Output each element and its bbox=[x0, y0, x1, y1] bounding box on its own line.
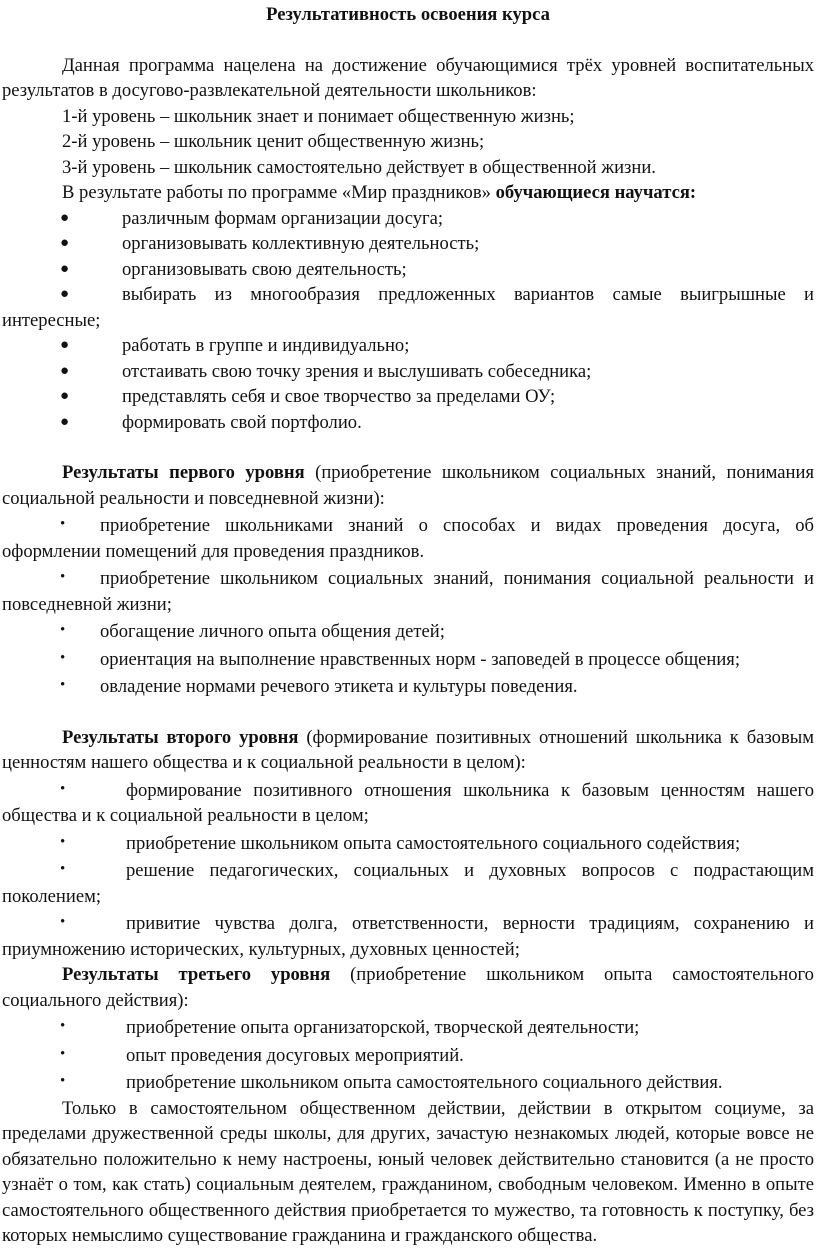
list-item bbox=[2, 858, 814, 909]
bullet-icon: • bbox=[60, 516, 66, 532]
list-item-text: приобретение опыта организаторской, творческой деятельности; bbox=[126, 1017, 640, 1038]
list-item-text: представлять себя и свое творчество за пределами ОУ; bbox=[122, 386, 556, 407]
second-level-desc: (формирование позитивных отношений школьника к базовым ценностям нашего общества и к социальной реальности в целом): bbox=[2, 726, 814, 773]
list-item-text: выбирать из многообразия предложенных вариантов самые выигрышные и интересные; bbox=[2, 284, 814, 331]
list-item bbox=[2, 674, 814, 700]
list-item bbox=[2, 206, 814, 232]
list-item-text: отстаивать свою точку зрения и выслушивать собеседника; bbox=[122, 360, 592, 382]
list-item-text: ориентация на выполнение нравственных норм - заповедей в процессе общения; bbox=[100, 648, 741, 670]
learn-list bbox=[2, 206, 814, 436]
intro-paragraph: Данная программа нацелена на достижение обучающимися трёх уровней воспитательных результатов в досугово-развлекательной деятельности школьников: bbox=[2, 54, 814, 101]
list-item-text: организовывать коллективную деятельность; bbox=[122, 233, 480, 254]
list-item bbox=[2, 1070, 814, 1096]
list-item bbox=[2, 566, 814, 617]
list-item-text: овладение нормами речевого этикета и культуры поведения. bbox=[100, 676, 578, 697]
bullet-icon: ● bbox=[60, 235, 70, 251]
list-item-text: опыт проведения досуговых мероприятий. bbox=[126, 1044, 464, 1066]
list-item-text: формирование позитивного отношения школьника к базовым ценностям нашего общества и к социальной реальности в целом; bbox=[2, 779, 814, 826]
level-1: 1-й уровень – школьник знает и понимает общественную жизнь; bbox=[62, 105, 575, 127]
learn-lead-bold: обучающиеся научатся: bbox=[495, 182, 697, 203]
bullet-icon: • bbox=[60, 914, 66, 930]
bullet-icon: • bbox=[60, 1073, 66, 1089]
list-item bbox=[2, 619, 814, 645]
list-item bbox=[2, 257, 814, 283]
list-item bbox=[2, 1043, 814, 1069]
bullet-icon: • bbox=[60, 569, 66, 585]
second-level-heading bbox=[2, 725, 814, 776]
list-item-text: формировать свой портфолио. bbox=[122, 411, 362, 433]
bullet-icon: ● bbox=[60, 362, 70, 379]
list-item bbox=[2, 647, 814, 673]
bullet-icon: ● bbox=[60, 260, 70, 277]
third-level-heading bbox=[2, 962, 814, 1013]
learn-lead bbox=[2, 180, 814, 206]
bullet-icon: • bbox=[60, 677, 66, 693]
list-item bbox=[2, 778, 814, 829]
list-item-text: приобретение школьником опыта самостоятельного социального содействия; bbox=[126, 832, 741, 854]
list-item-text: различным формам организации досуга; bbox=[122, 207, 444, 229]
bullet-icon: ● bbox=[60, 286, 70, 302]
first-level-title: Результаты первого уровня bbox=[62, 462, 305, 483]
bullet-icon: ● bbox=[60, 413, 70, 430]
list-item bbox=[2, 231, 814, 257]
list-item-text: решение педагогических, социальных и духовных вопросов с подрастающим поколением; bbox=[2, 860, 814, 907]
bullet-icon: ● bbox=[60, 337, 70, 353]
list-item-text: привитие чувства долга, ответственности, верности традициям, сохранению и приумножению исторических, культурных, духовных ценностей; bbox=[2, 913, 814, 960]
bullet-icon: • bbox=[60, 649, 66, 666]
level-2: 2-й уровень – школьник ценит общественную жизнь; bbox=[62, 131, 485, 152]
list-item bbox=[2, 911, 814, 962]
level-3: 3-й уровень – школьник самостоятельно действует в общественной жизни. bbox=[62, 156, 656, 178]
bullet-icon: • bbox=[60, 622, 66, 638]
list-item bbox=[2, 831, 814, 857]
first-level-heading bbox=[2, 460, 814, 511]
bullet-icon: • bbox=[60, 1018, 66, 1034]
list-item bbox=[2, 333, 814, 359]
first-level-desc: (приобретение школьником социальных знаний, понимания социальной реальности и повседневной жизни): bbox=[2, 462, 815, 509]
list-item-text: работать в группе и индивидуально; bbox=[122, 335, 410, 356]
list-item-text: приобретение школьниками знаний о способах и видах проведения досуга, об оформлении помещений для проведения праздников. bbox=[2, 515, 814, 562]
list-item bbox=[2, 513, 814, 564]
page-title: Результативность освоения курса bbox=[266, 4, 550, 25]
list-item bbox=[2, 410, 814, 436]
learn-lead-text: В результате работы по программе «Мир праздников» bbox=[62, 182, 496, 203]
bullet-icon: • bbox=[60, 780, 66, 797]
list-item bbox=[2, 359, 814, 385]
first-level-list bbox=[2, 513, 814, 700]
bullet-icon: • bbox=[60, 1045, 66, 1062]
bullet-icon: ● bbox=[60, 209, 70, 226]
list-item bbox=[2, 1015, 814, 1041]
list-item-text: организовывать свою деятельность; bbox=[122, 258, 407, 280]
list-item bbox=[2, 384, 814, 410]
second-level-title: Результаты второго уровня bbox=[62, 726, 299, 748]
list-item-text: приобретение школьником опыта самостоятельного социального действия. bbox=[126, 1072, 723, 1093]
bullet-icon: • bbox=[60, 861, 66, 877]
conclusion-paragraph: Только в самостоятельном общественном действии, действии в открытом социуме, за пределами дружественной среды школы, для других, зачастую незнакомых людей, которые вовсе не обязательно положительно к нему настроены, юный человек действительно становится (а не просто узнаёт о том, как стать) социальным деятелем, гражданином, свободным человеком. Именно в опыте самостоятельного общественного действия приобретается то мужество, та готовность к поступку, без которых немыслимо существование гражданина и гражданского общества. bbox=[2, 1097, 814, 1246]
third-level-title: Результаты третьего уровня bbox=[62, 964, 331, 985]
third-level-desc: (приобретение школьником опыта самостоятельного социального действия): bbox=[2, 964, 814, 1011]
bullet-icon: • bbox=[60, 833, 66, 850]
third-level-list bbox=[2, 1015, 814, 1096]
list-item-text: обогащение личного опыта общения детей; bbox=[100, 621, 445, 642]
bullet-icon: ● bbox=[60, 388, 70, 404]
list-item-text: приобретение школьником социальных знаний, понимания социальной реальности и повседневной жизни; bbox=[2, 568, 814, 615]
second-level-list bbox=[2, 778, 814, 963]
list-item bbox=[2, 282, 814, 333]
